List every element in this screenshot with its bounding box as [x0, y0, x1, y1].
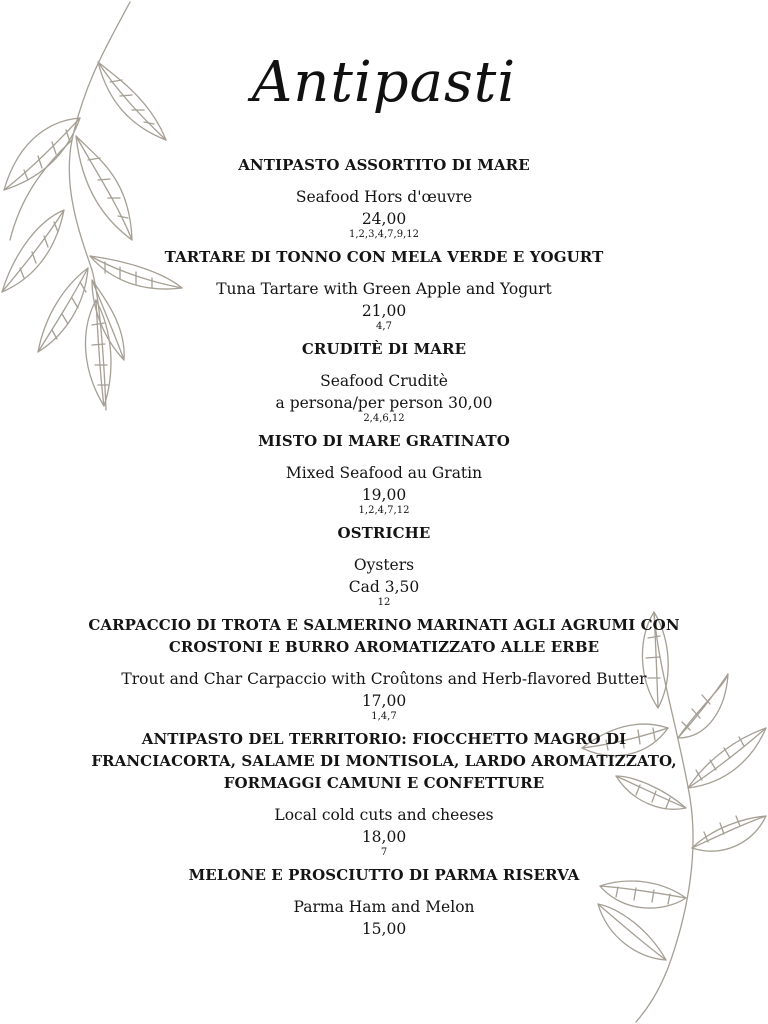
dish-allergens: 2,4,6,12 — [363, 413, 405, 424]
menu-item — [0, 154, 768, 241]
dish-allergens: 4,7 — [376, 321, 392, 332]
dish-name: CARPACCIO DI TROTA E SALMERINO MARINATI AGLI AGRUMI CON CROSTONI E BURRO AROMATIZZATO ALLE ERBE — [88, 616, 680, 656]
dish-allergens: 12 — [377, 597, 391, 608]
dish-allergens: 1,2,3,4,7,9,12 — [349, 229, 419, 240]
page-title: Antipasti — [251, 50, 517, 115]
dish-english-name: Tuna Tartare with Green Apple and Yogurt — [216, 280, 552, 298]
menu-item — [0, 246, 768, 333]
dish-name: ANTIPASTO ASSORTITO DI MARE — [238, 156, 530, 174]
dish-english-name: Trout and Char Carpaccio with Croûtons and Herb-flavored Butter — [121, 670, 647, 688]
dish-english-name: Seafood Hors d'œuvre — [295, 188, 473, 206]
dish-price: a persona/per person 30,00 — [275, 394, 493, 412]
dish-allergens: 1,4,7 — [371, 711, 397, 722]
dish-price: Cad 3,50 — [348, 578, 420, 596]
dish-price: 15,00 — [361, 920, 407, 938]
dish-english-name: Mixed Seafood au Gratin — [285, 464, 483, 482]
dish-name: MISTO DI MARE GRATINATO — [258, 432, 510, 450]
menu-item — [0, 614, 768, 723]
dish-english-name: Oysters — [353, 556, 415, 574]
dish-price: 24,00 — [361, 210, 407, 228]
menu-item — [0, 522, 768, 609]
dish-english-name: Parma Ham and Melon — [293, 898, 475, 916]
dish-price: 19,00 — [361, 486, 407, 504]
menu-item — [0, 338, 768, 425]
dish-english-name: Local cold cuts and cheeses — [274, 806, 494, 824]
menu-item — [0, 430, 768, 517]
dish-name: OSTRICHE — [337, 524, 431, 542]
dish-price: 18,00 — [361, 828, 407, 846]
dish-name: MELONE E PROSCIUTTO DI PARMA RISERVA — [188, 866, 580, 884]
dish-allergens: 7 — [380, 847, 388, 858]
dish-english-name: Seafood Cruditè — [320, 372, 448, 390]
dish-name: TARTARE DI TONNO CON MELA VERDE E YOGURT — [164, 248, 604, 266]
dish-allergens: 1,2,4,7,12 — [358, 505, 410, 516]
dish-price: 21,00 — [361, 302, 407, 320]
dish-price: 17,00 — [361, 692, 407, 710]
menu-item — [0, 728, 768, 859]
dish-name: ANTIPASTO DEL TERRITORIO: FIOCCHETTO MAGRO DI FRANCIACORTA, SALAME DI MONTISOLA, LARDO AROMATIZZATO, FORMAGGI CAMUNI E CONFETTURE — [91, 730, 677, 792]
dish-name: CRUDITÈ DI MARE — [301, 340, 467, 358]
menu-item — [0, 864, 768, 940]
